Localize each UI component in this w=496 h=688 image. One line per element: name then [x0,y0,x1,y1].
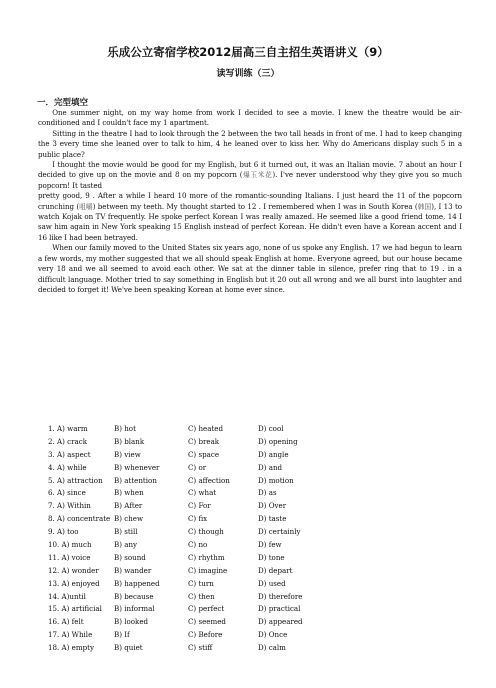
option-b: B) sound [114,552,146,562]
option-d: D) Once [258,630,288,640]
document-subtitle: 读写训练（三） [216,69,280,79]
option-a: 5. A) attraction [48,475,103,485]
option-a: 15. A) artificial [48,604,102,614]
option-d: D) opening [258,436,298,446]
option-a: 12. A) wonder [48,565,99,575]
passage-text: pretty good, 9 . After a while I heard 10 more of the romantic-sounding Italians. I just heard the 11 of the popcorn crunching ( [38,191,462,211]
option-d: D) practical [258,604,301,614]
chinese-gloss: 爆玉米花 [242,171,273,180]
chinese-gloss: 韩国 [417,202,432,211]
option-c: C) For [188,501,211,511]
option-d: D) and [258,462,283,472]
option-c: C) fix [188,514,208,524]
option-d: D) tone [258,552,285,562]
option-a: 17. A) While [48,630,93,640]
passage-paragraph-4 [38,191,462,243]
option-d: D) angle [258,449,289,459]
option-c: C) imagine [188,565,228,575]
passage-text: I thought the movie would be good for my English, but 6 it turned out, it was an Italian movie. 7 about an hour I decided to give up on the movie and 8 on my popcorn ( [38,160,462,180]
option-c: C) heated [188,424,224,433]
option-c: C) seemed [188,617,226,627]
option-c: C) affection [188,475,230,485]
option-c: C) turn [188,578,214,588]
passage-paragraph-2: Sitting in the theatre I had to look through the 2 between the two tall heads in front of me. I had to keep changing the 3 every time she leaned over to talk to him, 4 he leaned over to kiss her. Why do Americans display such 5 in a public place? [38,128,462,159]
option-d: D) motion [258,475,294,485]
passage-text: ), I 13 to watch Kojak on TV frequently. He spoke perfect Korean I was really amazed. He seemed like a good friend tome, 14 I saw him again in New York speaking 15 English instead of perfect Korean. He didn't even have a Korean accent and I 16 like I had been betrayed. [38,201,462,242]
option-d: D) certainly [258,527,301,537]
option-d: D) cool [258,424,284,433]
passage-paragraph-5: When our family moved to the United States six years ago, none of us spoke any English. 17 we had begun to learn a few words, my mother suggested that we all should speak English at home. Everyone agreed, but our house became very 18 and we all seemed to avoid each other. We sat at the dinner table in silence, prefer ring that to 19 . in a difficult language. Mother tried to say something in English but it 20 out all wrong and we all burst into laughter and decided to forget it! We've been speaking Korean at home ever since. [38,243,462,294]
option-a: 9. A) too [48,527,79,537]
option-d: D) depart [258,565,293,575]
option-d: D) appeared [258,617,303,627]
option-a: 3. A) aspect [48,449,91,459]
option-b: B) If [114,630,130,640]
option-c: C) though [188,527,224,537]
option-b: B) wander [114,565,152,575]
cloze-passage [38,108,462,295]
option-a: 13. A) enjoyed [48,578,100,588]
option-a: 2. A) crack [48,436,88,446]
option-b: B) quiet [114,643,143,653]
option-b: B) whenever [114,462,160,472]
option-a: 14. A)until [48,591,86,601]
chinese-gloss: 咀嚼 [79,202,93,211]
option-a: 6. A) since [48,488,86,498]
option-b: B) informal [114,604,155,614]
option-c: C) space [188,449,220,459]
option-d: D) calm [258,643,286,653]
option-a: 7. A) Within [48,501,91,511]
option-c: C) stiff [188,643,213,653]
option-c: C) then [188,591,215,601]
passage-text: ). I've never understood why they give you so much popcorn! It tasted [38,170,462,190]
option-b: B) because [114,591,154,601]
option-a: 16. A) felt [48,617,84,627]
option-b: B) view [114,449,141,459]
passage-paragraph-1: One summer night, on my way home from work I decided to see a movie. I knew the theatre would be air-conditioned and I couldn't face my 1 apartment. [38,108,462,128]
passage-paragraph-3 [38,160,462,191]
option-c: C) break [188,436,220,446]
option-b: B) attention [114,475,157,485]
option-b: B) After [114,501,143,511]
option-c: C) Before [188,630,223,640]
section-heading: 一．完型填空 [37,98,89,108]
option-a: 4. A) while [48,462,87,472]
passage-text: ) between my teeth. My thought started to 12 . I remembered when I was in South Korea ( [92,201,418,211]
option-d: D) taste [258,514,287,524]
option-d: D) few [258,540,282,550]
option-b: B) any [114,540,138,550]
option-d: D) as [258,488,277,498]
option-a: 11. A) voice [48,552,91,562]
option-b: B) looked [114,617,149,627]
option-b: B) hot [114,424,136,433]
option-b: B) chew [114,514,144,524]
option-b: B) happened [114,578,160,588]
option-d: D) used [258,578,286,588]
option-a: 8. A) concentrate [48,514,111,524]
option-b: B) when [114,488,144,498]
option-c: C) no [188,540,208,550]
option-a: 10. A) much [48,540,92,550]
option-c: C) perfect [188,604,225,614]
option-c: C) what [188,488,217,498]
option-d: D) Over [258,501,287,511]
option-a: 1. A) warm [48,424,88,433]
document-title: 乐成公立寄宿学校2012届高三自主招生英语讲义（9） [107,45,389,59]
option-b: B) still [114,527,138,537]
option-a: 18. A) empty [48,643,95,653]
option-d: D) therefore [258,591,303,601]
option-c: C) or [188,462,207,472]
option-b: B) blank [114,436,145,446]
option-c: C) rhythm [188,552,225,562]
